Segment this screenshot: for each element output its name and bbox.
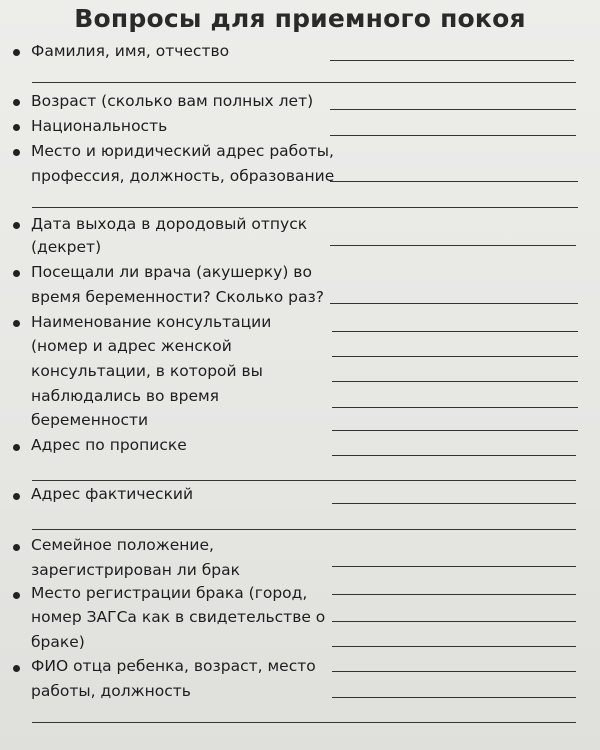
answer-line[interactable]	[32, 82, 576, 83]
answer-line[interactable]	[330, 245, 576, 246]
bullet	[13, 665, 20, 672]
bullet	[13, 149, 20, 156]
answer-line[interactable]	[332, 594, 576, 595]
question-text: работы, должность	[31, 682, 191, 700]
answer-line[interactable]	[32, 207, 578, 208]
answer-line[interactable]	[332, 356, 578, 357]
question-text: беременности	[31, 411, 149, 429]
question-text: Место и юридический адрес работы,	[31, 142, 334, 160]
question-text: браке)	[31, 633, 85, 651]
question-text: зарегистрирован ли брак	[31, 561, 240, 579]
bullet	[13, 320, 20, 327]
question-text: Посещали ли врача (акушерку) во	[31, 263, 312, 281]
answer-line[interactable]	[332, 331, 578, 332]
answer-line[interactable]	[332, 621, 576, 622]
question-text: Наименование консультации	[31, 313, 272, 331]
question-text: Дата выхода в дородовый отпуск	[31, 215, 308, 233]
question-text: (номер и адрес женской	[31, 337, 232, 355]
bullet	[13, 222, 20, 229]
answer-line[interactable]	[332, 671, 576, 672]
answer-line[interactable]	[332, 697, 576, 698]
answer-line[interactable]	[332, 646, 576, 647]
answer-line[interactable]	[332, 503, 576, 504]
answer-line[interactable]	[332, 381, 578, 382]
bullet	[13, 592, 20, 599]
question-text: Фамилия, имя, отчество	[31, 42, 230, 60]
question-text: Семейное положение,	[31, 536, 214, 554]
answer-line[interactable]	[332, 407, 578, 408]
bullet	[13, 49, 20, 56]
answer-line[interactable]	[332, 430, 578, 431]
answer-line[interactable]	[330, 181, 578, 182]
question-text: номер ЗАГСа как в свидетельстве о	[31, 608, 326, 626]
question-text: Адрес по прописке	[31, 436, 187, 454]
answer-line[interactable]	[330, 60, 574, 61]
bullet	[13, 444, 20, 451]
answer-line[interactable]	[32, 722, 576, 723]
page-title: Вопросы для приемного покоя	[74, 4, 526, 33]
question-text: наблюдались во время	[31, 387, 219, 405]
bullet	[13, 270, 20, 277]
question-text: профессия, должность, образование	[31, 167, 335, 185]
question-text: Национальность	[31, 117, 168, 135]
bullet	[13, 99, 20, 106]
answer-line[interactable]	[32, 480, 576, 481]
question-text: Место регистрации брака (город,	[31, 584, 308, 602]
question-text: ФИО отца ребенка, возраст, место	[31, 657, 316, 675]
answer-line[interactable]	[332, 455, 576, 456]
question-text: Возраст (сколько вам полных лет)	[31, 92, 314, 110]
bullet	[13, 124, 20, 131]
bullet	[13, 544, 20, 551]
answer-line[interactable]	[332, 566, 576, 567]
question-text: консультации, в которой вы	[31, 362, 263, 380]
answer-line[interactable]	[330, 109, 576, 110]
question-text: Адрес фактический	[31, 485, 194, 503]
bullet	[13, 493, 20, 500]
question-text: (декрет)	[31, 238, 102, 256]
answer-line[interactable]	[32, 529, 576, 530]
answer-line[interactable]	[330, 135, 576, 136]
question-text: время беременности? Сколько раз?	[31, 288, 324, 306]
answer-line[interactable]	[330, 303, 578, 304]
